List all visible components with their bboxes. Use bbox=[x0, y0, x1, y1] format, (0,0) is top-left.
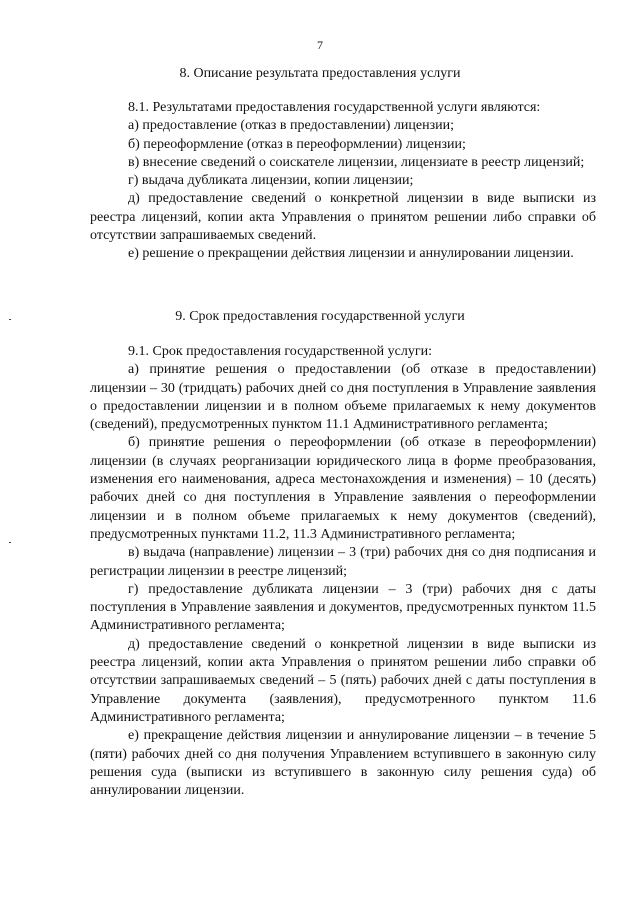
section-8-paragraph: д) предоставление сведений о конкретной лицензии в виде выписки из реестра лицензий, копии акта Управления о принятом решении либо справки об отсутствии запрашиваемых сведений. bbox=[90, 191, 596, 244]
section-8-paragraph: в) внесение сведений о соискателе лицензии, лицензиате в реестр лицензий; bbox=[128, 154, 585, 170]
section-9-paragraph: е) прекращение действия лицензии и аннулирование лицензии – в течение 5 (пяти) рабочих дней со дня получения Управлением вступившего в законную силу решения суда (выписки из вступившего в законную силу решения суда) об аннулировании лицензии. bbox=[90, 728, 596, 799]
section-8-title: 8. Описание результата предоставления услуги bbox=[179, 66, 461, 81]
section-8-paragraph: г) выдача дубликата лицензии, копии лицензии; bbox=[128, 173, 414, 189]
section-9-paragraph: а) принятие решения о предоставлении (об отказе в предоставлении) лицензии – 30 (тридцать) рабочих дней со дня поступления в Управление заявления о предоставлении лицензии и в полном объеме прилагаемых к нему документов (сведений), предусмотренных пунктом 11.1 Административного регламента; bbox=[90, 362, 596, 433]
section-9-body bbox=[90, 343, 596, 800]
section-8-paragraph: е) решение о прекращении действия лицензии и аннулировании лицензии. bbox=[128, 246, 574, 262]
page-number: 7 bbox=[317, 38, 323, 52]
section-8-paragraph: 8.1. Результатами предоставления государственной услуги являются: bbox=[128, 100, 541, 115]
section-9-paragraph: б) принятие решения о переоформлении (об отказе в переоформлении) лицензии (в случаях реорганизации юридического лица в форме преобразования, изменения его наименования, адреса местонахождения и изменения) – 10 (десять) рабочих дней со дня поступления в Управление заявления о переоформлении лицензии и в полном объеме прилагаемых к нему документов (сведений), предусмотренных пунктами 11.2, 11.3 Административного регламента; bbox=[90, 435, 596, 542]
section-9-title: 9. Срок предоставления государственной услуги bbox=[175, 309, 465, 324]
section-8-paragraph: а) предоставление (отказ в предоставлении) лицензии; bbox=[128, 118, 455, 134]
section-8-body bbox=[90, 99, 596, 264]
scan-speck bbox=[9, 319, 11, 320]
section-9-paragraph: д) предоставление сведений о конкретной лицензии в виде выписки из реестра лицензий, копии акта Управления о принятом решении либо справки об отсутствии запрашиваемых сведений – 5 (пять) рабочих дней с даты поступления в Управление документа (заявления), предусмотренного пунктом 11.6 Административного регламента; bbox=[90, 636, 596, 725]
section-8-paragraph: б) переоформление (отказ в переоформлении) лицензии; bbox=[128, 136, 466, 152]
scan-speck bbox=[9, 542, 11, 543]
section-9-paragraph: в) выдача (направление) лицензии – 3 (три) рабочих дня со дня подписания и регистрации лицензии в реестре лицензий; bbox=[90, 545, 596, 579]
section-9-paragraph: 9.1. Срок предоставления государственной услуги: bbox=[128, 344, 433, 359]
section-9-paragraph: г) предоставление дубликата лицензии – 3 (три) рабочих дня с даты поступления в Управление заявления и документов, предусмотренных пунктом 11.5 Административного регламента; bbox=[90, 581, 596, 634]
